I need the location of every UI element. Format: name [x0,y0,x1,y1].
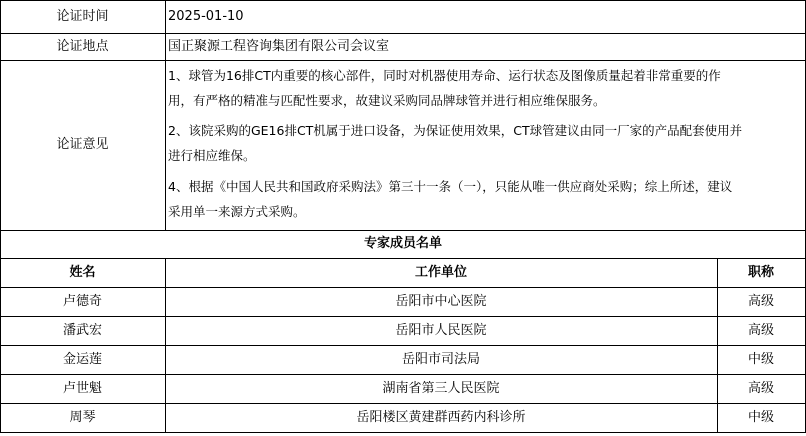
header-rank: 职称 [747,264,774,280]
header-name: 姓名 [69,264,96,280]
expert-name: 卢德奇 [62,293,102,309]
expert-unit: 岳阳市司法局 [401,351,480,367]
expert-name: 周琴 [69,409,96,425]
opinion-paragraph-2 [168,118,804,168]
row-divider [0,287,806,288]
expert-rank: 高级 [747,380,774,396]
opinion-paragraph-2-line-1: 2、该院采购的GE16排CT机属于进口设备，为保证使用效果，CT球管建议由同一厂家的产品配套使用并 [168,123,743,138]
expert-rank: 高级 [747,322,774,338]
opinion-paragraph-3 [168,174,804,224]
expert-unit: 湖南省第三人民医院 [382,380,500,396]
row-divider [0,316,806,317]
row-divider [0,403,806,404]
row-divider [0,374,806,375]
expert-rank: 中级 [747,409,774,425]
row-divider [0,345,806,346]
expert-rank: 高级 [747,293,774,309]
column-divider [717,258,718,433]
row-divider [0,258,806,259]
header-unit: 工作单位 [414,264,467,280]
opinion-paragraph-1 [168,63,804,113]
expert-rank: 中级 [747,351,774,367]
expert-name: 潘武宏 [62,322,102,338]
review-time-label: 论证时间 [56,8,109,24]
table-border-top [0,0,806,1]
column-divider [165,258,166,433]
table-border-left [0,0,1,433]
opinion-paragraph-3-line-2: 采用单一来源方式采购。 [168,204,306,219]
row-divider [0,33,805,34]
expert-unit: 岳阳市中心医院 [395,293,487,309]
opinion-paragraph-1-line-2: 用，有严格的精准与匹配性要求，故建议采购同品牌球管并进行相应维保服务。 [168,93,606,108]
expert-name: 卢世魁 [62,380,102,396]
table-border-bottom [0,432,806,433]
expert-unit: 岳阳楼区黄建群西药内科诊所 [356,409,526,425]
expert-list-title: 专家成员名单 [363,236,442,251]
opinion-paragraph-2-line-2: 进行相应维保。 [168,148,256,163]
review-opinion-label: 论证意见 [56,137,109,152]
review-location-label: 论证地点 [56,38,109,54]
expert-unit: 岳阳市人民医院 [395,322,487,338]
expert-name: 金运莲 [62,351,102,367]
column-divider [165,0,166,230]
opinion-paragraph-1-line-1: 1、球管为16排CT内重要的核心部件，同时对机器使用寿命、运行状态及图像质量起着非常重要的作 [168,68,721,83]
row-divider [0,230,805,231]
opinion-paragraph-3-line-1: 4、根据《中国人民共和国政府采购法》第三十一条（一），只能从唯一供应商处采购；综上所述，建议 [168,179,733,194]
review-time-value: 2025-01-10 [168,8,244,24]
review-location-value: 国正聚源工程咨询集团有限公司会议室 [168,38,390,54]
row-divider [0,60,805,61]
